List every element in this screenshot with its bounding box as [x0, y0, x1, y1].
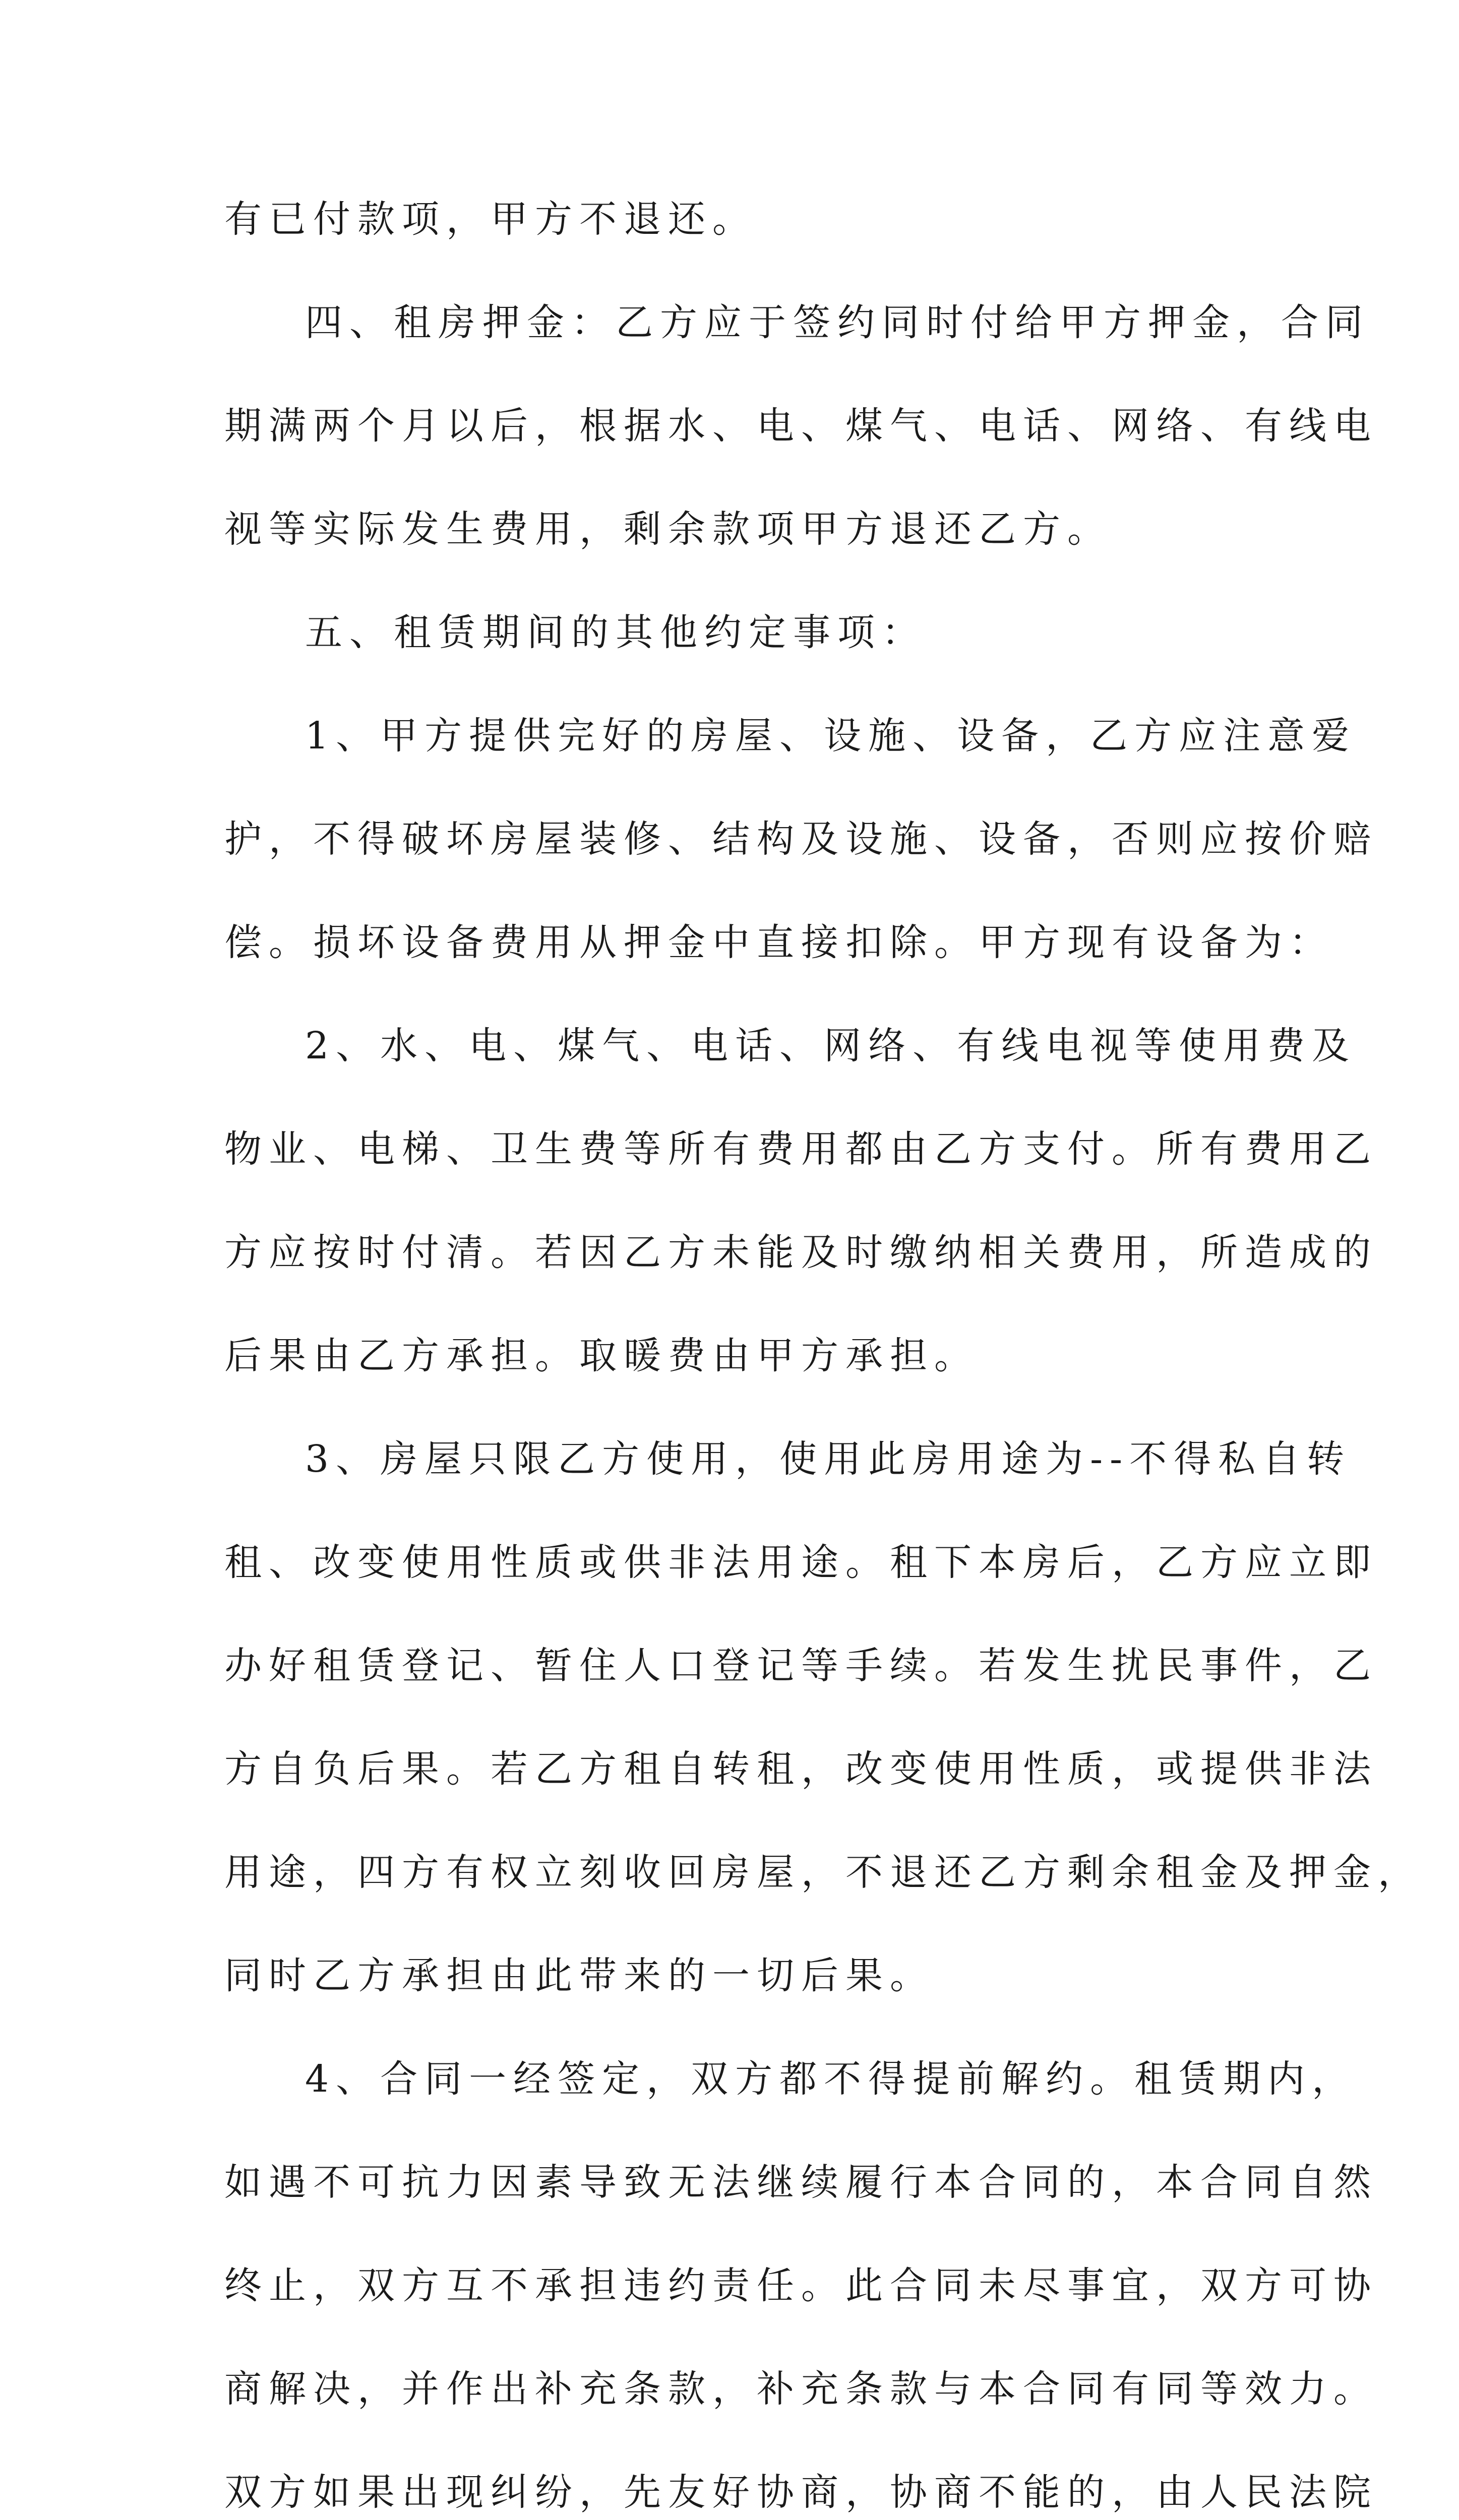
text-line-19: 4、合同一经签定，双方都不得提前解约。租赁期内，	[305, 2057, 1357, 2101]
text-line-12: 后果由乙方承担。取暖费由甲方承担。	[224, 1334, 979, 1377]
text-line-11: 方应按时付清。若因乙方未能及时缴纳相关费用，所造成的	[224, 1231, 1378, 1274]
text-line-23: 双方如果出现纠纷，先友好协商，协商不能的，由人民法院	[224, 2471, 1378, 2514]
text-line-15: 办好租赁登记、暂住人口登记等手续。若发生扰民事件，乙	[224, 1644, 1378, 1687]
text-line-20: 如遇不可抗力因素导致无法继续履行本合同的，本合同自然	[224, 2161, 1378, 2204]
text-line-7: 护，不得破坏房屋装修、结构及设施、设备，否则应按价赔	[224, 817, 1378, 861]
text-line-5: 五、租赁期间的其他约定事项：	[305, 611, 926, 654]
text-line-6: 1、甲方提供完好的房屋、设施、设备，乙方应注意爱	[305, 714, 1357, 758]
contract-text-body	[224, 181, 1422, 2520]
text-line-4: 视等实际发生费用，剩余款项甲方退还乙方。	[224, 508, 1112, 551]
text-line-13: 3、房屋只限乙方使用，使用此房用途为--不得私自转	[305, 1437, 1352, 1481]
text-line-3: 期满两个月以后，根据水、电、煤气、电话、网络、有线电	[224, 404, 1378, 448]
text-line-10: 物业、电梯、卫生费等所有费用都由乙方支付。所有费用乙	[224, 1127, 1378, 1171]
text-line-16: 方自负后果。若乙方租自转租，改变使用性质，或提供非法	[224, 1747, 1378, 1791]
text-line-2: 四、租房押金：乙方应于签约同时付给甲方押金，合同	[305, 301, 1370, 344]
text-line-22: 商解决，并作出补充条款，补充条款与本合同有同等效力。	[224, 2367, 1378, 2411]
text-line-9: 2、水、电、煤气、电话、网络、有线电视等使用费及	[305, 1024, 1357, 1067]
text-line-1: 有已付款项，甲方不退还。	[224, 198, 757, 241]
text-line-21: 终止，双方互不承担违约责任。此合同未尽事宜，双方可协	[224, 2264, 1378, 2307]
text-line-8: 偿。损坏设备费用从押金中直接扣除。甲方现有设备为：	[224, 921, 1333, 964]
text-line-17: 用途，四方有权立刻收回房屋，不退还乙方剩余租金及押金，	[224, 1851, 1422, 1894]
text-line-14: 租、改变使用性质或供非法用途。租下本房后，乙方应立即	[224, 1541, 1378, 1584]
text-line-18: 同时乙方承担由此带来的一切后果。	[224, 1954, 934, 1997]
